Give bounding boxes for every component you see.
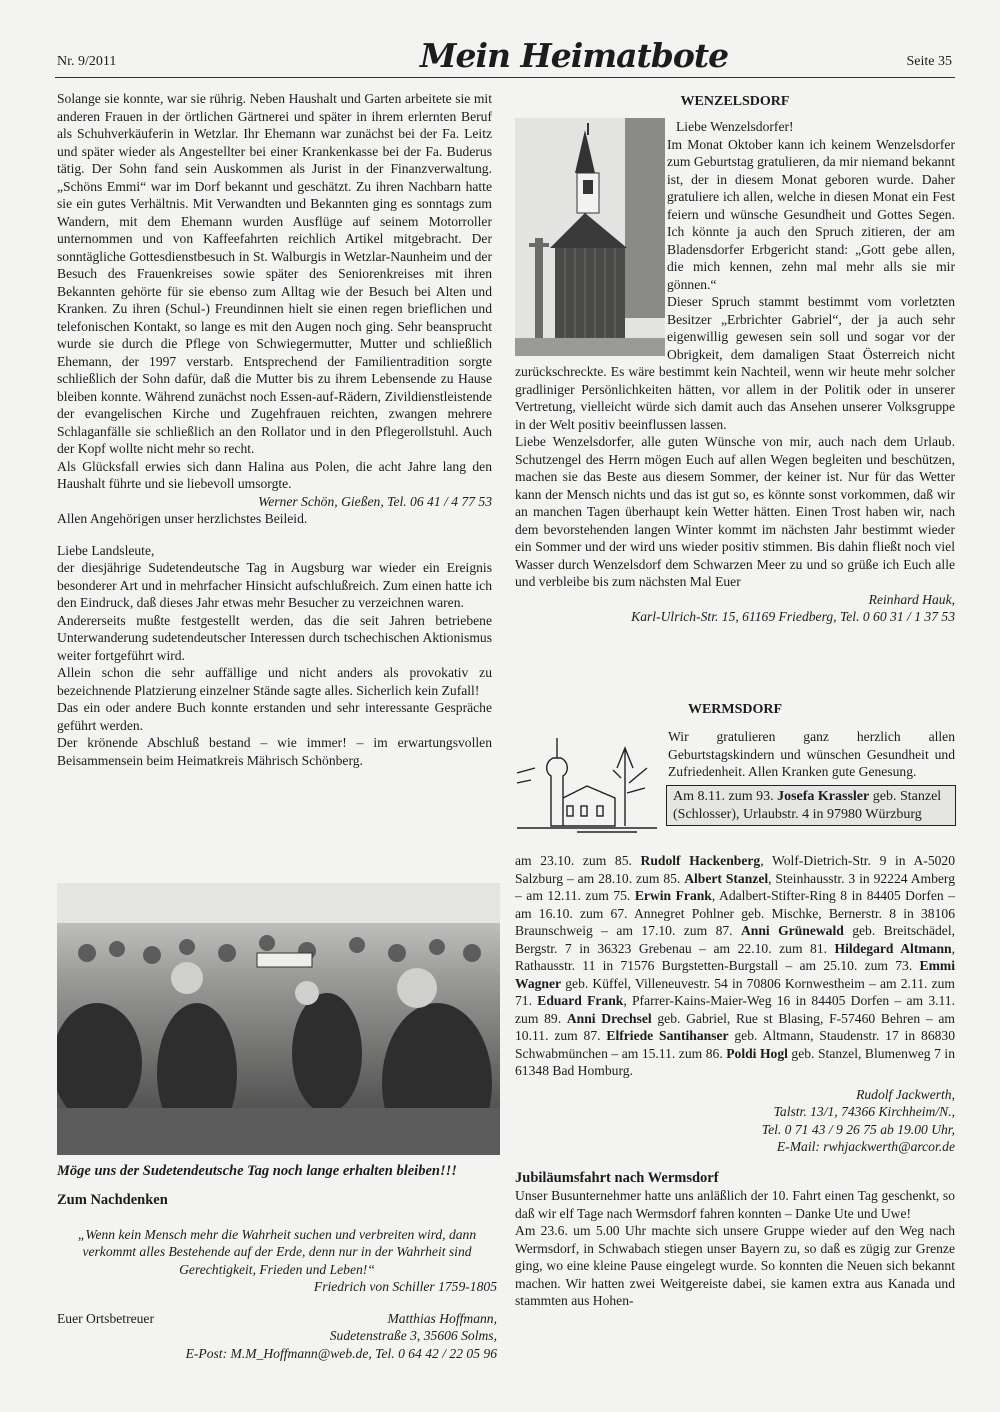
event-photo	[57, 883, 500, 1155]
ortsbetreuer-address: Sudetenstraße 3, 35606 Solms,	[329, 1328, 497, 1343]
wermsdorf-heading: WERMSDORF	[687, 702, 783, 717]
reflection-heading: Zum Nachdenken	[57, 1192, 168, 1208]
highlight-birthday-box	[666, 785, 956, 826]
letter-paragraph: Allein schon die sehr auffällige und nicht anders als provokativ zu bezeichnende Platzierung einzelner Stände sagte alles. Sicherlich kein Zufall!	[57, 665, 492, 698]
letter-paragraph: Der krönende Abschluß bestand – wie immer! – im erwartungsvollen Beisammensein beim Heimatkreis Mährisch Schönberg.	[57, 735, 492, 768]
church-sketch	[517, 728, 657, 838]
birthday-entry-name: Albert Stanzel	[684, 870, 769, 886]
masthead-title: Mein Heimatbote	[420, 36, 729, 75]
jubilee-paragraph: Unser Busunternehmer hatte uns anläßlich der 10. Fahrt einen Tag geschenkt, so daß wir elf Tage nach Wermsdorf fahren konnten – Danke Ute und Uwe!	[515, 1188, 955, 1221]
wermsdorf-signature-email: E-Mail: rwhjackwerth@arcor.de	[776, 1139, 955, 1154]
birthday-entry-post: geb. Altmann, Staudenstr. 17 in 86830 Schwabmünchen – am 15.11. zum 86.	[515, 1028, 956, 1061]
letter-paragraph: Andererseits mußte festgestellt werden, das die seit Jahren betriebene Unterwanderung sudetendeutscher Interessen durch tschechischen Aktionismus weiter fortgeführt wird.	[57, 612, 492, 663]
church-drawing	[517, 728, 657, 838]
quote-author: Friedrich von Schiller 1759-1805	[313, 1279, 497, 1294]
birthday-list	[515, 852, 955, 1310]
wenzelsdorf-paragraph: Im Monat Oktober kann ich keinem Wenzelsdorfer zum Geburtstag gratulieren, da mir niemand bekannt ist, der in diesem Monat geboren wurde. Daher gratuliere ich allen, welche in diesen Monat ein Fest feiern und wünsche Gesundheit und Gottes Segen. Ich könnte ja auch den Spruch zitieren, der am Bladensdorfer Erbgericht stand: „Gott gebe allen, die mich kennen, zehn mal mehr alls sie mir gönnen.“	[667, 136, 955, 292]
obituary-signature: Werner Schön, Gießen, Tel. 06 41 / 4 77 53	[258, 493, 492, 509]
birthday-entry-name: Emmi Wagner	[515, 958, 955, 991]
birthday-entry-post: , Wolf-Dietrich-Str. 9 in A-5020 Salzburg – am 28.10. zum 85.	[515, 853, 956, 886]
ortsbetreuer-contact: E-Post: M.M_Hoffmann@web.de, Tel. 0 64 42 / 22 05 96	[185, 1345, 497, 1361]
wermsdorf-signature-address: Talstr. 13/1, 74366 Kirchheim/N.,	[773, 1104, 955, 1119]
birthday-entry-name: Poldi Hogl	[726, 1045, 788, 1061]
wermsdorf-signature-phone: Tel. 0 71 43 / 9 26 75 ab 19.00 Uhr,	[761, 1121, 955, 1137]
wenzelsdorf-paragraph: Liebe Wenzelsdorfer, alle guten Wünsche von mir, auch nach dem Urlaub. Schutzengel des Herrn mögen Euch auf allen Wegen begleiten und beschützen, machen sie das Beste aus diesem Sommer, der keiner ist. Nur für das Wetter kann der Mensch nichts und das ist gut so, es könnte sonst vorkommen, daß wir an manchen Tagen überhaupt kein Wetter hätten. Einen Trost haben wir, nach dem bevorstehenden langen Winter kommt im nächsten Jahr bestimmt wieder ein Sommer und der wird uns wieder positiv stimmen. Bis dahin fließt noch viel Wasser durch Wenzelsdorf dem Schwarzen Meer zu und so grüße ich Euch alle und verbleibe bis zum nächsten Mal Euer	[515, 434, 955, 589]
birthday-entry-pre: am 23.10. zum 85.	[515, 853, 641, 868]
highlight-name: Josefa Krassler	[777, 789, 870, 804]
wenzelsdorf-salutation: Liebe Wenzelsdorfer!	[676, 119, 794, 134]
birthday-entry-post: geb. Gabriel, Rue st Blasing, F-57460 Behren – am 10.11. zum 87.	[515, 1010, 955, 1043]
birthday-entry-name: Elfriede Santihanser	[606, 1028, 729, 1043]
birthday-entry-name: Anni Grünewald	[740, 923, 844, 938]
wenzelsdorf-signature-name: Reinhard Hauk,	[868, 591, 955, 607]
wenzelsdorf-body	[515, 136, 955, 626]
jubilee-heading: Jubiläumsfahrt nach Wermsdorf	[515, 1169, 719, 1186]
birthday-entry-name: Eduard Frank	[537, 993, 624, 1008]
schiller-quote: „Wenn kein Mensch mehr die Wahrheit suchen und verbreiten wird, dann verkommt alles Bestehende auf der Erde, denn nur in der Wahrheit sind Gerechtigkeit, Frieden und Leben!“	[77, 1226, 477, 1277]
letter-greeting: Liebe Landsleute,	[57, 542, 155, 558]
birthday-entry-post: , Pfarrer-Kains-Maier-Weg 16 in 84405 Dorfen – am 3.11. zum 89.	[515, 993, 956, 1026]
birthday-entry-post: geb. Stanzel, Blumenweg 7 in 61348 Bad Homburg.	[515, 1045, 955, 1078]
birthday-entry-post: geb. Breitschädel, Bergstr. 7 in 36323 Grebenau – am 22.10. zum 81.	[515, 923, 956, 956]
wenzelsdorf-heading: WENZELSDORF	[680, 94, 790, 109]
photo-caption: Möge uns der Sudetendeutsche Tag noch lange erhalten bleiben!!!	[57, 1163, 457, 1179]
birthday-list-text	[515, 852, 955, 1080]
highlight-details: geb. Stanzel (Schlosser), Urlaubstr. 4 in 97980 Würzburg	[673, 789, 942, 822]
birthday-entry-post: , Rathausstr. 11 in 71576 Burgstetten-Burgstall – am 25.10. zum 73.	[515, 940, 955, 973]
reflection-section	[57, 1192, 497, 1362]
birthday-entry-name: Hildegard Altmann	[834, 940, 952, 956]
letter-paragraph: Das ein oder andere Buch konnte erstanden und sehr interessante Gespräche geführt werden.	[57, 700, 492, 733]
condolence-line: Allen Angehörigen unser herzlichstes Beileid.	[57, 511, 308, 526]
birthday-entry-post: geb. Küffel, Villeneuvestr. 54 in 70806 Kornwestheim – am 2.11. zum 71.	[515, 975, 955, 1008]
jubilee-paragraph: Am 23.6. um 5.00 Uhr machte sich unsere Gruppe wieder auf den Weg nach Wermsdorf, in Schwabach stiegen unser Bayern zu, so daß es zügig zur Grenze ging, wo eine kleine Pause eingelegt wurde. So konnten die Neuen sich bekannt machen. Wir hatten zwei Weitgereiste dabei, sie kamen extra aus Kanada und stammten aus Hohen-	[515, 1223, 955, 1308]
birthday-entry-name: Rudolf Hackenberg	[640, 853, 761, 868]
ortsbetreuer-label: Euer Ortsbetreuer	[57, 1310, 154, 1326]
wermsdorf-intro: Wir gratulieren ganz herzlich allen Geburtstagskindern und wünschen Gesundheit und Zufriedenheit. Allen Kranken gute Genesung.	[668, 729, 955, 779]
birthday-entry-name: Erwin Frank	[634, 888, 712, 903]
left-column-text	[57, 90, 492, 769]
wenzelsdorf-signature-address: Karl-Ulrich-Str. 15, 61169 Friedberg, Tel. 0 60 31 / 1 37 53	[631, 609, 955, 624]
birthday-entry-post: , Adalbert-Stifter-Ring 8 in 84405 Dorfen – am 16.10. zum 67. Annegret Pohlner geb. Mischke, Bernerstr. 8 in 38106 Braunschweig – am 17.10. zum 87.	[515, 888, 955, 938]
highlight-date: Am 8.11. zum 93.	[673, 789, 774, 804]
birthday-entry-post: , Steinhausstr. 3 in 92224 Amberg – am 12.11. zum 75.	[515, 870, 955, 903]
ortsbetreuer-name: Matthias Hoffmann,	[387, 1310, 497, 1326]
wenzelsdorf-paragraph: Dieser Spruch stammt bestimmt vom vorletzten Besitzer „Erbrichter Gabriel“, der ja auch sehr eigenwillig gewesen sein soll und sogar vor der Obrigkeit, dem damaligen Staat Österreich nicht zurückschreckte. Es wäre bestimmt kein Nachteil, wenn wir heute mehr solcher gradliniger Persönlichkeiten hätten, vor allem in der Politik oder in unserer Vertretung, vielleicht würde sich damit auch das Ansehen unserer Volksgruppe in der Welt positiv beeinflussen lassen.	[515, 294, 955, 432]
obituary-paragraph: Solange sie konnte, war sie rührig. Neben Haushalt und Garten arbeitete sie mit anderen Frauen in der örtlichen Gärtnerei und später in ihrem erlernten Beruf als Schuhverkäuferin in Wetzlar. Ihr Ehemann war zunächst bei der Fa. Leitz und später wieder als Angestellter bei einer Krankenkasse bei der Fa. Buderus tätig. Der Sohn fand sein Auskommen als Jurist in der Finanzverwaltung. „Schöns Emmi“ war im Dorf bekannt und geschätzt. Zu ihren Nachbarn hatte sie ein gutes Verhältnis. Mit Verwandten und Bekannten ging es sonntags zum Wandern, mit dem Ehemann wurden Ausflüge auf seinem Motorroller unternommen und von Kaffeefahrten reichlich Artikel mitgebracht. Der sonntägliche Gottesdienstbesuch in St. Walburgis in Wetzlar-Naunheim und der Besuch des Frauenkreises sowie später des Seniorenkreises mit ihren Bekannten gehörte für sie ebenso zum Alltag wie der Besuch bei Alten und Kranken. Zu ihren (Schul-) Freundinnen hielt sie einen regen brieflichen und telefonischen Kontakt, so lange es mit den Augen noch ging. Sehr beansprucht wurde sie durch die Pflege von Schwiegermutter, Mutter und schließlich Ehemann, der 1997 verstarb. Entsprechend der Familientradition sorgte schließlich der Sohn dafür, daß die Mutter bis zu ihrem Lebensende zu Hause bleiben konnte. Während zunächst noch Essen-auf-Rädern, Zivildienstleistende der evangelischen Kirche und Zugehfrauen reichten, zwangen mehrere Schlaganfälle sie schließlich an den Rollator und in den Pflegerollstuhl. Auch der Kopf wollte nicht mehr so recht.	[57, 91, 492, 456]
page-number: Seite 35	[906, 54, 952, 69]
letter-paragraph: der diesjährige Sudetendeutsche Tag in Augsburg war wieder ein Ereignis besonderer Art und in mehrfacher Hinsicht aufschlußreich. Zum einen hatte ich den Eindruck, daß dieses Jahr etwas mehr Besucher zu verzeichnen waren.	[57, 560, 492, 610]
obituary-paragraph-2: Als Glücksfall erwies sich dann Halina aus Polen, die acht Jahre lang den Haushalt führte und sie liebevoll umsorgte.	[57, 458, 492, 491]
wermsdorf-signature-name: Rudolf Jackwerth,	[856, 1086, 955, 1102]
issue-number: Nr. 9/2011	[57, 54, 117, 69]
wenzelsdorf-text-upper	[676, 118, 955, 136]
birthday-entry-name: Anni Drechsel	[566, 1010, 652, 1026]
header-rule	[55, 77, 955, 78]
event-photo-drawing	[57, 883, 500, 1155]
